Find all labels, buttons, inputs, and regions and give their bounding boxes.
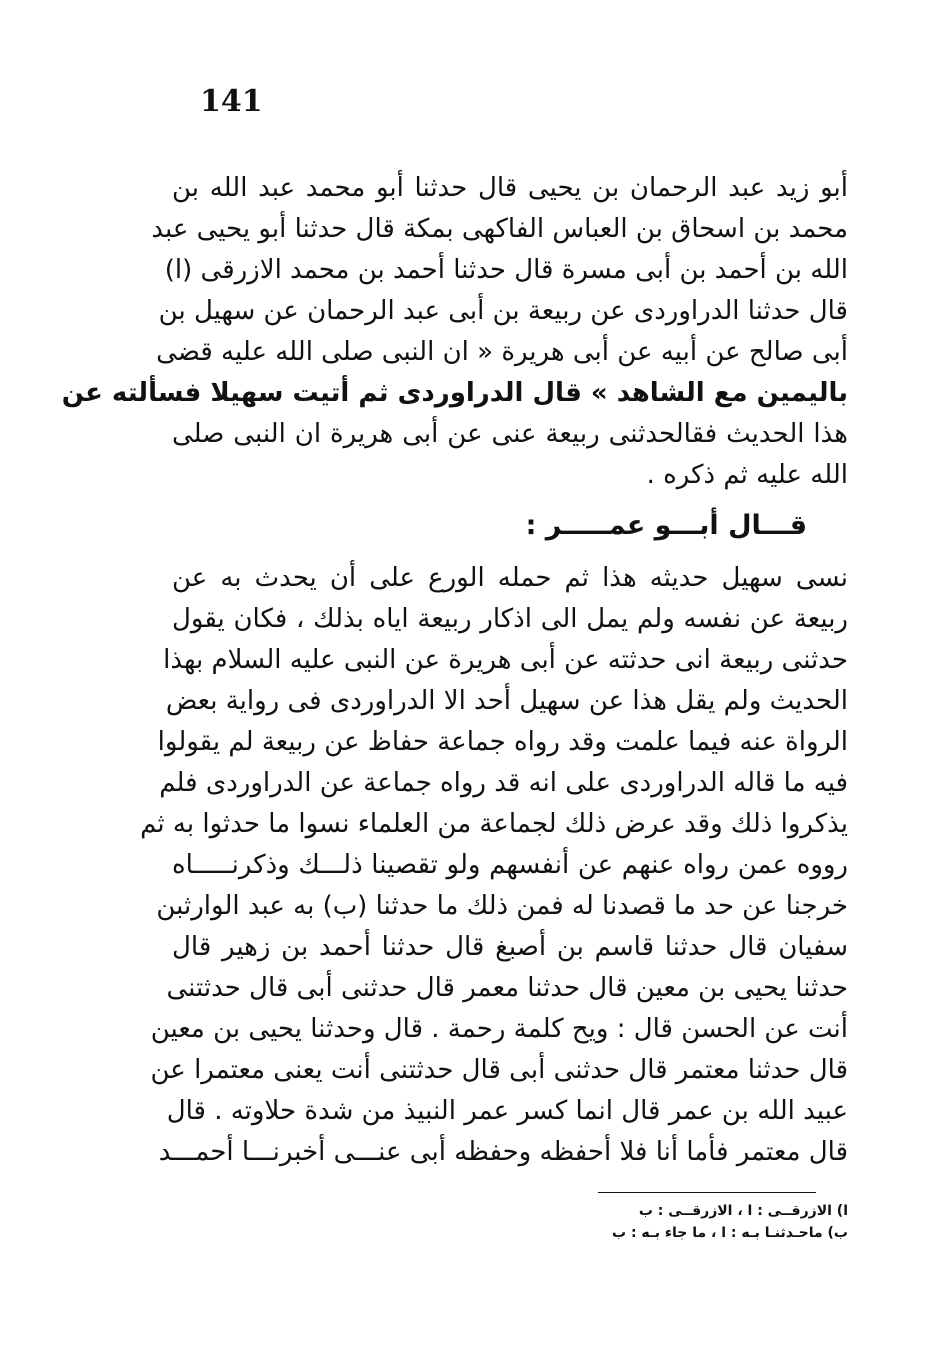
text-line-bold: باليمين مع الشاهد » قال الدراوردى ثم أتيت سهيلا فسألته عن xyxy=(61,378,848,408)
text-line: أبو زيد عبد الرحمان بن يحيى قال حدثنا أبو محمد عبد الله بن xyxy=(172,173,848,203)
text-line: رووه عمن رواه عنهم عن أنفسهم ولو تقصينا ذلـــك وذكرنـــــاه xyxy=(172,850,848,880)
text-line: قال معتمر فأما أنا فلا أحفظه وحفظه أبى عنـــى أخبرنـــا أحمـــد xyxy=(158,1137,848,1167)
text-line: الله عليه ثم ذكره . xyxy=(646,460,848,490)
text-line: الرواة عنه فيما علمت وقد رواه جماعة حفاظ عن ربيعة لم يقولوا xyxy=(157,727,848,757)
text-line: أنت عن الحسن قال : ويح كلمة رحمة . قال وحدثنا يحيى بن معين xyxy=(150,1014,848,1044)
text-line: حدثنا يحيى بن معين قال حدثنا معمر قال حدثنى أبى قال حدثتنى xyxy=(166,973,848,1003)
text-line: قال حدثنا معتمر قال حدثنى أبى قال حدثتنى أنت يعنى معتمرا عن xyxy=(150,1055,848,1085)
text-line: أبى صالح عن أبيه عن أبى هريرة « ان النبى صلى الله عليه قضى xyxy=(156,337,848,367)
text-line: الحديث ولم يقل هذا عن سهيل أحد الا الدراوردى فى رواية بعض xyxy=(165,686,848,716)
paragraph-two xyxy=(140,558,848,1173)
footnote-b: ب) ماحـدثنـا بـه : ا ، ما جاء بـه : ب xyxy=(612,1225,848,1241)
section-heading: قـــال أبـــو عمـــــر : xyxy=(525,510,807,541)
paragraph-one xyxy=(61,168,848,496)
text-line: نسى سهيل حديثه هذا ثم حمله الورع على أن يحدث به عن xyxy=(172,563,848,593)
text-line: فيه ما قاله الدراوردى على انه قد رواه جماعة عن الدراوردى فلم xyxy=(159,768,848,798)
text-line: يذكروا ذلك وقد عرض ذلك لجماعة من العلماء نسوا ما حدثوا به ثم xyxy=(140,809,848,839)
footnotes xyxy=(500,1200,848,1244)
text-line: خرجنا عن حد ما قصدنا له فمن ذلك ما حدثنا (ب) به عبد الوارثبن xyxy=(156,891,848,921)
text-line: محمد بن اسحاق بن العباس الفاكهى بمكة قال حدثنا أبو يحيى عبد xyxy=(151,214,848,244)
text-line: ربيعة عن نفسه ولم يمل الى اذكار ربيعة اياه بذلك ، فكان يقول xyxy=(172,604,848,634)
page-number: 141 xyxy=(200,84,263,119)
text-line: قال حدثنا الدراوردى عن ربيعة بن أبى عبد الرحمان عن سهيل بن xyxy=(158,296,848,326)
footnote-divider xyxy=(598,1192,816,1193)
text-line: عبيد الله بن عمر قال انما كسر عمر النبيذ من شدة حلاوته . قال xyxy=(166,1096,848,1126)
text-line: حدثنى ربيعة انى حدثته عن أبى هريرة عن النبى عليه السلام بهذا xyxy=(163,645,848,675)
footnote-a: ا) الازرقــى : ا ، الازرقــى : ب xyxy=(638,1203,848,1219)
text-line: هذا الحديث فقالحدثنى ربيعة عنى عن أبى هريرة ان النبى صلى xyxy=(172,419,848,449)
text-line: الله بن أحمد بن أبى مسرة قال حدثنا أحمد بن محمد الازرقى (ا) xyxy=(164,255,848,285)
text-line: سفيان قال حدثنا قاسم بن أصبغ قال حدثنا أحمد بن زهير قال xyxy=(172,932,848,962)
